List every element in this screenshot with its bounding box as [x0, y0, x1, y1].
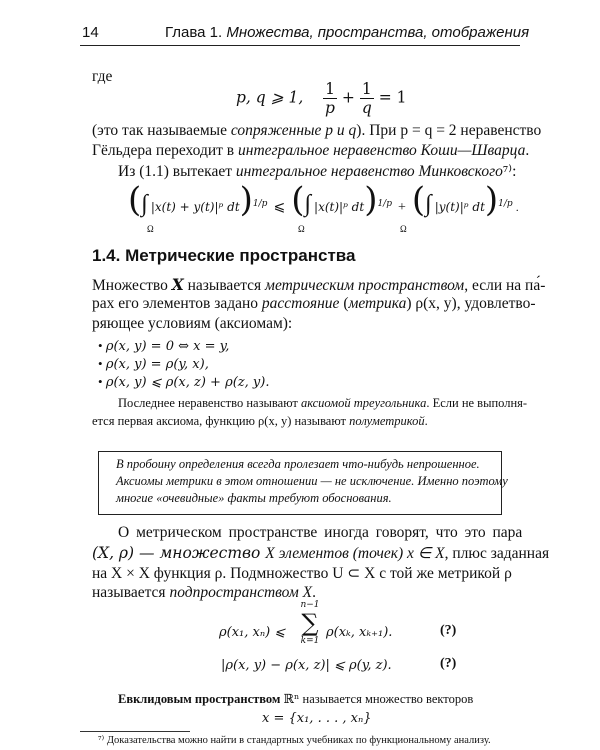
paren-open: (: [291, 180, 305, 220]
integral-sign: ∫: [425, 191, 432, 217]
eq-one: = 1: [378, 88, 407, 107]
text-run: , плюс заданная: [444, 545, 550, 562]
boxed-line3: многие «очевидные» факты требуют обоснования.: [116, 491, 392, 505]
paren-open: (: [128, 180, 142, 220]
omega-sub-1: Ω: [147, 224, 154, 234]
text-run: (X, ρ) — множество: [92, 544, 266, 562]
emph-run: полуметрикой: [349, 414, 425, 428]
integrand-1: |x(t) + y(t)|ᵖ dt: [150, 200, 240, 214]
axiom-item: • ρ(x, y) = ρ(y, x),: [98, 356, 209, 372]
math-X: X: [171, 275, 184, 294]
para-conjugate-line1: [92, 122, 541, 140]
emph-run: аксиомой треугольника: [300, 396, 427, 410]
frac-num: 1: [361, 80, 372, 98]
power-1: 1/p: [252, 199, 268, 209]
minkowski-inequality: [128, 180, 519, 220]
axiom-text: ρ(x, y) = 0 ⇔ x = y,: [105, 339, 230, 354]
formula-chain-right: ρ(xₖ, xₖ₊₁).: [326, 625, 393, 640]
para-pair-line1: О метрическом пространстве иногда говорят, что это пара: [118, 524, 523, 541]
cond-pq: p, q ⩾ 1,: [236, 88, 304, 107]
axiom-text: ρ(x, y) ⩽ ρ(x, z) + ρ(z, y).: [105, 375, 270, 390]
boxed-line2: Аксиомы метрики в этом отношении — не исключение. Именно поэтому: [116, 474, 508, 488]
text-run: .: [525, 142, 530, 159]
power-2: 1/p: [377, 199, 392, 209]
vector-formula: x = {x₁, . . . , xₙ}: [262, 711, 372, 726]
axiom-text: ρ(x, y) = ρ(y, x),: [105, 357, 209, 372]
para-minkowski-intro: [118, 162, 516, 181]
section-heading: 1.4. Метрические пространства: [92, 246, 356, 265]
text-run: Из (1.1) вытекает: [118, 163, 236, 180]
frac-num: 1: [325, 80, 335, 98]
text-run: (: [339, 295, 349, 312]
formula-reverse-triangle: |ρ(x, y) − ρ(x, z)| ⩽ ρ(y, z).: [221, 658, 392, 673]
word-gde: где: [92, 68, 113, 85]
para-metric-line1: [92, 275, 545, 295]
paren-close: ): [364, 180, 378, 220]
page-number: 14: [82, 24, 99, 41]
omega-sub-2: Ω: [298, 224, 305, 234]
boxed-line1: В пробоину определения всегда пролезает что-нибудь непрошенное.: [116, 457, 480, 471]
paren-close: ): [484, 180, 499, 220]
text-run: , если на па́-: [464, 277, 546, 294]
axiom-item: • ρ(x, y) ⩽ ρ(x, z) + ρ(z, y).: [98, 374, 270, 390]
footnote-text: Доказательства можно найти в стандартных учебниках по функциональному анализу.: [106, 735, 491, 746]
footnote-rule: [80, 731, 190, 732]
para-metric-line3: ряющее условиям (аксиомам):: [92, 315, 293, 332]
text-run: Гёльдера переходит в: [92, 142, 239, 159]
text-run: Множество: [92, 277, 172, 294]
text-run: ) ρ(x, y), удовлетво-: [406, 295, 536, 312]
period: .: [515, 200, 519, 214]
euclid-line: [118, 691, 473, 707]
emph-run: X элементов (точек) x ∈ X: [265, 545, 445, 562]
footnote: [98, 734, 491, 746]
para-conjugate-line2: [92, 142, 529, 160]
equation-tag: (?): [440, 656, 457, 671]
paren-close: ): [239, 180, 253, 220]
emph-run: метрическим пространством: [265, 277, 465, 294]
emph-run: подпространством X: [169, 584, 313, 601]
axiom-item: • ρ(x, y) = 0 ⇔ x = y,: [98, 338, 230, 354]
para-metric-line2: [92, 295, 536, 313]
equation-tag: (?): [440, 623, 457, 638]
emph-run: интегральное неравенство Минковского: [235, 163, 503, 180]
frac-1-q: [360, 80, 374, 117]
integral-sign: ∫: [141, 191, 148, 217]
frac-den-q: q: [361, 99, 372, 117]
frac-1-p: [323, 80, 337, 117]
formula-chain-left: ρ(x₁, xₙ) ⩽: [219, 625, 286, 640]
text-run: называется множество векторов: [299, 692, 474, 706]
math-Rn: ℝⁿ: [283, 691, 300, 706]
frac-den-p: p: [325, 99, 335, 117]
footnote-mark: ⁷⁾: [98, 735, 105, 746]
sum-upper: n−1: [300, 600, 320, 610]
text-run: .: [312, 584, 316, 601]
term-bold: Евклидовым пространством: [118, 692, 281, 706]
text-run: ется первая аксиома, функцию ρ(x, y) называют: [92, 414, 350, 428]
sum-operator: [297, 600, 323, 646]
text-run: .: [424, 414, 428, 428]
para-pair-line3: на X × X функция ρ. Подмножество U ⊂ X с той же метрикой ρ: [92, 565, 512, 582]
para-pair-line2: [92, 544, 549, 563]
plus-sign: +: [341, 88, 355, 107]
text-run: (это так называемые: [92, 122, 231, 139]
integrand-3: |y(t)|ᵖ dt: [434, 200, 485, 214]
sum-lower: k=1: [300, 636, 320, 646]
sum-sign: ∑: [301, 609, 319, 637]
footnote-ref: ⁷⁾:: [502, 163, 517, 180]
text-run: рах его элементов задано: [92, 295, 262, 312]
emph-run: сопряженные p и q: [230, 122, 357, 139]
power-3: 1/p: [498, 199, 513, 209]
paren-open: (: [411, 180, 426, 220]
note-line1: [118, 396, 527, 411]
text-run: ). При p = q = 2 неравенство: [356, 122, 542, 139]
leq-sign: ⩽: [273, 200, 286, 215]
emph-run: метрика: [348, 295, 407, 312]
formula-pq: [236, 80, 407, 117]
text-run: называется: [92, 584, 170, 601]
emph-run: расстояние: [261, 295, 340, 312]
header-rule: [80, 45, 520, 46]
text-run: Последнее неравенство называют: [118, 396, 301, 410]
plus-sign: +: [397, 200, 406, 215]
running-header: [165, 24, 529, 41]
omega-sub-3: Ω: [400, 224, 407, 234]
note-line2: [92, 414, 428, 429]
text-run: . Если не выполня-: [426, 396, 528, 410]
integrand-2: |x(t)|ᵖ dt: [314, 200, 365, 214]
integral-sign: ∫: [304, 191, 312, 217]
para-pair-line4: [92, 584, 316, 602]
text-run: называется: [183, 277, 266, 294]
emph-run: интегральное неравенство Коши—Шварца: [238, 142, 526, 159]
chapter-label: Глава 1.: [165, 24, 223, 41]
chapter-title: Множества, пространства, отображения: [226, 24, 530, 41]
